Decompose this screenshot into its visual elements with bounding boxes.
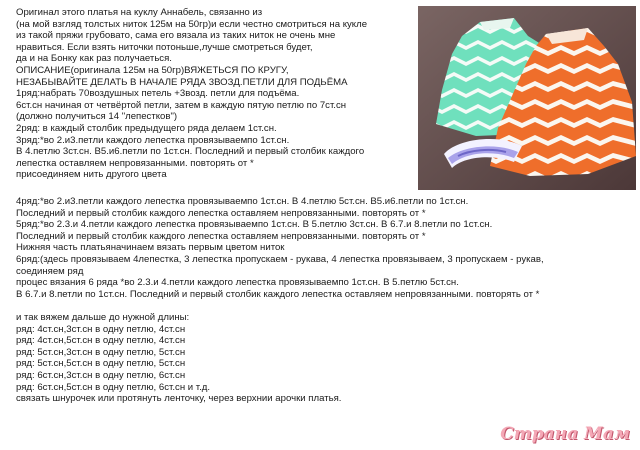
text-line: соединяем ряд: [16, 265, 84, 277]
pattern-instructions: [16, 196, 636, 405]
text-line: ряд: 4ст.сн,3ст.сн в одну петлю, 4ст.сн: [16, 323, 186, 335]
text-line: Оригинал этого платья на куклу Аннабель, связанно из: [16, 7, 263, 18]
crochet-dress-photo: [418, 6, 636, 190]
text-line: ряд: 5ст.сн,5ст.сн в одну петлю, 5ст.сн: [16, 358, 186, 370]
text-line: присоединяем нить другого цвета: [16, 169, 167, 181]
text-line: В 4.петлю 3ст.сн. В5.и6.петли по 1ст.сн. Последний и первый столбик каждого: [16, 146, 365, 158]
text-line: из такой пряжи грубовато, сама его вязала из таких ниток не очень мне: [16, 30, 336, 42]
text-line: ряд: 5ст.сн,3ст.сн в одну петлю, 5ст.сн: [16, 346, 186, 358]
text-line: связать шнурочек или протянуть ленточку, через верхнии арочки платья.: [16, 393, 342, 405]
text-line: ряд: 6ст.сн,5ст.сн в одну петлю, 6ст.сн и т.д.: [16, 381, 211, 393]
text-line: ряд: 6ст.сн,3ст.сн в одну петлю, 6ст.сн: [16, 369, 186, 381]
text-line: 4ряд:*во 2.и3.петли каждого лепестка провязываемпо 1ст.сн. В 4.петлю 5ст.сн. В5.и6.петли по 1ст.сн.: [16, 196, 469, 207]
text-line: 6ряд:(здесь провязываем 4лепестка, 3 лепестка пропускаем - рукава, 4 лепестка провязываем, 3 пропускаем - рукав,: [16, 253, 544, 265]
text-line: и так вяжем дальше до нужной длины:: [16, 311, 190, 323]
text-line: 1ряд:набрать 70воздушных петель +3возд. петли для подъёма.: [16, 88, 300, 100]
intro-text: [16, 7, 416, 181]
text-line: НЕЗАБЫВАЙТЕ ДЕЛАТЬ В НАЧАЛЕ РЯДА 3ВОЗД.ПЕТЛИ ДЛЯ ПОДЬЁМА: [16, 76, 348, 88]
text-line: 5ряд:*во 2.3.и 4.петли каждого лепестка провязываемпо 1ст.сн. В 5.петлю 3ст.сн. В 6.7.и 8.петли по 1ст.сн.: [16, 219, 493, 231]
text-line: 6ст.сн начиная от четвёртой петли, затем в каждую пятую петлю по 7ст.сн: [16, 99, 347, 111]
text-line: Последний и первый столбик каждого лепестка оставляем непровязанными. повторять от *: [16, 230, 426, 242]
text-line: (на мой взгляд толстых ниток 125м на 50гр)и если честно смотриться на кукле: [16, 18, 368, 30]
text-line: нравиться. Если взять ниточки потоньше,лучше смотреться будет,: [16, 41, 313, 53]
text-line: Последний и первый столбик каждого лепестка оставляем непровязанными. повторять от *: [16, 207, 426, 219]
blank-line: [16, 300, 636, 312]
text-line: 2ряд: в каждый столбик предыдущего ряда делаем 1ст.сн.: [16, 122, 277, 134]
text-line: да и на Бонку как раз получаеться.: [16, 53, 172, 65]
text-line: ряд: 4ст.сн,5ст.сн в одну петлю, 4ст.сн: [16, 335, 186, 347]
text-line: лепестка оставляем непровязанными. повторять от *: [16, 157, 254, 169]
text-line: Нижняя часть платьяначинаем вязать первым цветом ниток: [16, 242, 285, 254]
text-line: (должно получиться 14 "лепестков"): [16, 111, 178, 123]
text-line: ОПИСАНИЕ(оригинала 125м на 50гр)ВЯЖЕТЬСЯ ПО КРУГУ,: [16, 64, 289, 76]
text-line: процес вязания 6 ряда *во 2.3.и 4.петли каждого лепестка провязываемпо 1ст.сн. В 5.петлю 5ст.сн.: [16, 277, 459, 289]
text-line: В 6.7.и 8.петли по 1ст.сн. Последний и первый столбик каждого лепестка оставляем непровязанными. повторять от *: [16, 288, 540, 300]
site-watermark: Страна Мам: [500, 424, 630, 444]
text-line: 3ряд:*во 2.и3.петли каждого лепестка провязываемпо 1ст.сн.: [16, 134, 290, 146]
